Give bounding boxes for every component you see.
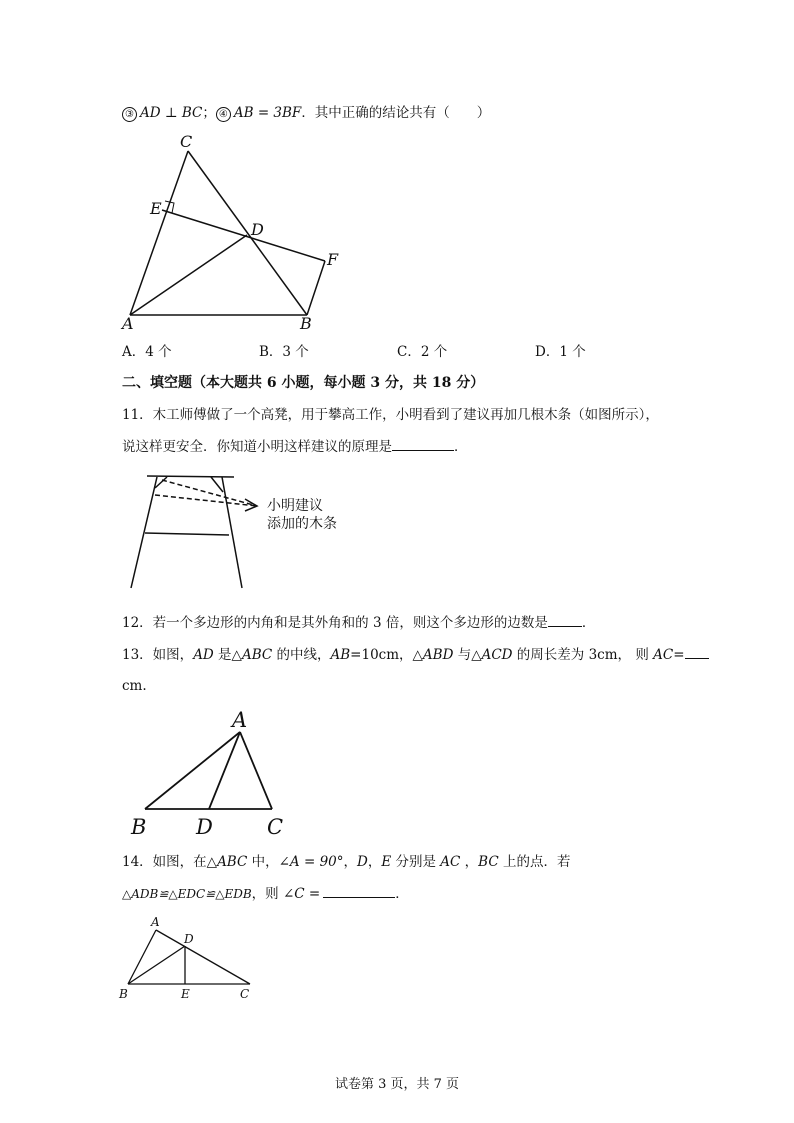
segment-CB [188,151,307,315]
option-b: B．3 个 [259,344,309,360]
option-d: D．1 个 [535,344,586,360]
stool-crossbar [145,533,229,535]
segment-AB [145,732,240,809]
q14-line1 [122,853,570,871]
q13-part: = [673,647,685,663]
option-a: A．4 个 [122,344,172,360]
answer-blank [548,614,582,627]
brace-right-short [211,477,223,492]
q13-part: 的周长差为 3cm， 则 [512,647,654,663]
label-C: C [240,987,250,1001]
q14-part: 分别是 [391,854,441,870]
q13-part: 是△ [213,647,242,663]
q14-part: 14．如图，在△ [122,854,218,870]
q14-part: E [381,854,392,870]
q12-line [122,614,595,632]
q13-line1 [122,646,709,664]
label-D: D [251,220,264,239]
congruence-statement: △ADB≌△EDC≌△EDB [122,887,252,901]
q13-part: AC [653,647,674,663]
q14-part: AC [440,854,461,870]
q13-part: ABC [241,647,273,663]
stool-top [147,476,234,477]
q14-part: BC [478,854,499,870]
q14-figure [115,912,265,1004]
q13-part: 的中线， [272,647,331,663]
segment-AC [130,151,188,315]
q11-line2-end: ． [454,439,468,455]
q13-part: 13．如图， [122,647,194,663]
q11-line1: 11．木工师傅做了一个高凳，用于攀高工作，小明看到了建议再加几根木条（如图所示）， [122,407,659,423]
q10-figure [110,128,360,338]
q13-part: =10cm，△ [350,647,423,663]
answer-blank [323,885,395,898]
segment-AD [130,235,247,315]
dashed-arrow-2 [155,495,257,506]
label-B: B [131,815,147,839]
q11-stool-figure [125,466,365,594]
q14-part: ， [343,854,357,870]
answer-blank [392,438,454,451]
section-heading: 二、填空题（本大题共 6 小题，每小题 3 分，共 18 分） [122,375,485,391]
segment-BD [128,946,185,984]
q11-line2-text: 说这样更安全．你知道小明这样建议的原理是 [122,439,392,455]
label-B: B [300,314,312,333]
q14-part: D [357,854,368,870]
conclusion-4-text: AB = 3BF [233,105,302,121]
q13-figure [125,705,300,840]
q14-line2-end: ． [395,886,409,902]
q13-part: AD [193,647,214,663]
label-F: F [327,250,339,269]
figure-note-line2: 添加的木条 [267,516,337,532]
figure-note-line1: 小明建议 [267,498,323,514]
separator: ； [202,105,216,121]
q10-conclusions-line [122,104,490,122]
label-A: A [151,915,160,929]
q12-text: 12．若一个多边形的内角和是其外角和的 3 倍，则这个多边形的边数是 [122,615,548,631]
q14-part: ，则 [251,886,283,902]
segment-AC [240,732,272,809]
q12-end: ． [581,615,596,631]
label-A: A [122,314,134,333]
q14-part: ∠A = 90° [278,854,344,870]
page-footer: 试卷第 3 页，共 7 页 [334,1077,460,1092]
q14-part: ， [367,854,382,870]
q13-part: AB [330,647,351,663]
label-E: E [181,987,190,1001]
dashed-arrow-1 [162,480,257,506]
option-c: C．2 个 [397,344,448,360]
label-B: B [119,987,128,1001]
q13-part: 与△ [453,647,482,663]
label-A: A [232,708,248,732]
q14-part: ， [460,854,479,870]
segment-EF [162,210,325,261]
q13-part: ABD [422,647,454,663]
q14-part: ABC [217,854,248,870]
q14-part: 上的点．若 [498,854,571,870]
conclusion-4-number: ④ [216,107,231,122]
label-C: C [267,815,284,839]
q14-line2 [122,885,409,903]
label-E: E [150,199,162,218]
segment-AB [128,930,156,984]
q14-part: 中， [247,854,279,870]
answer-blank [685,646,709,659]
q10-question-text: ．其中正确的结论共有（ ） [301,105,491,121]
q11-line2 [122,438,468,456]
conclusion-3-number: ③ [122,107,137,122]
label-D: D [184,932,194,946]
label-C: C [180,132,193,151]
segment-AC [156,930,250,984]
stool-right-leg [222,477,242,588]
label-D: D [196,815,213,839]
q13-part: ACD [481,647,513,663]
angle-c: ∠C = [282,886,321,902]
conclusion-3-text: AD ⊥ BC [140,105,203,121]
q13-line2: cm. [122,678,147,694]
segment-FB [307,261,325,315]
